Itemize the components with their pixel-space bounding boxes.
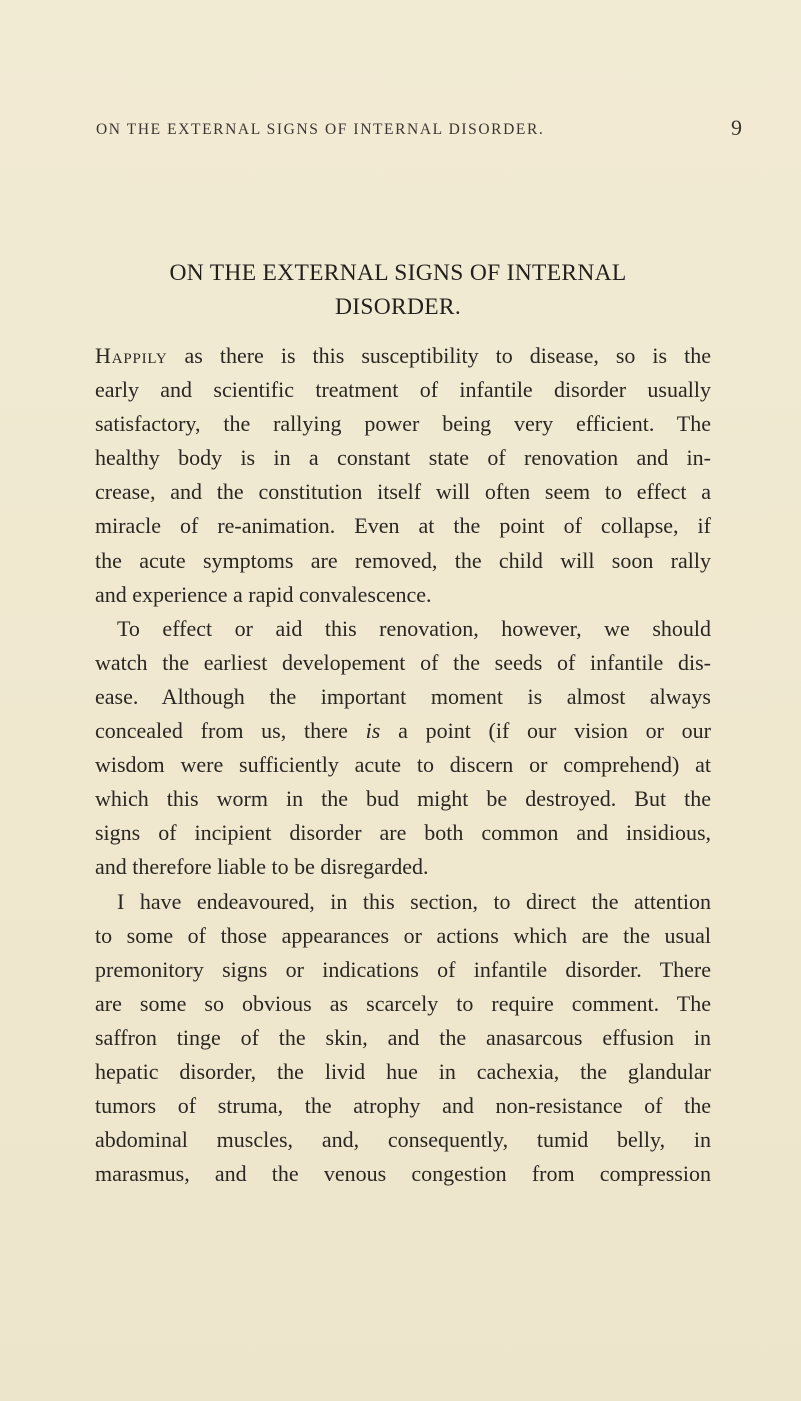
text-line: ease. Although the important moment is almost always <box>95 683 711 709</box>
text-line: hepatic disorder, the livid hue in cachexia, the glandular <box>95 1058 711 1084</box>
text-line: signs of incipient disorder are both common and insidious, <box>95 820 711 846</box>
text-line: wisdom were sufficiently acute to discern or comprehend) at <box>95 752 711 778</box>
text-line: are some so obvious as scarcely to require comment. The <box>95 990 711 1016</box>
text-line: premonitory signs or indications of infantile disorder. There <box>95 956 711 982</box>
text-line: tumors of struma, the atrophy and non-resistance of the <box>95 1093 711 1119</box>
text-line: I have endeavoured, in this section, to direct the attention <box>117 888 711 914</box>
text-line: watch the earliest developement of the seeds of infantile dis- <box>95 649 711 675</box>
running-head <box>96 115 742 140</box>
text-line: the acute symptoms are removed, the child will soon rally <box>95 547 711 573</box>
text-line: healthy body is in a constant state of renovation and in- <box>95 445 711 471</box>
page-number: 9 <box>731 115 742 140</box>
chapter-title <box>90 256 706 324</box>
text-line: abdominal muscles, and, consequently, tumid belly, in <box>95 1127 711 1153</box>
chapter-title-line-2: DISORDER. <box>334 294 462 320</box>
text-line: marasmus, and the venous congestion from compression <box>95 1161 711 1187</box>
text-line: crease, and the constitution itself will often seem to effect a <box>95 479 711 505</box>
emphasis-word: is <box>365 718 381 744</box>
text-line: which this worm in the bud might be destroyed. But the <box>95 786 711 812</box>
text-line: Happily as there is this susceptibility to disease, so is the <box>95 343 711 368</box>
text-line: to some of those appearances or actions which are the usual <box>95 922 711 948</box>
text-line: and therefore liable to be disregarded. <box>95 854 429 880</box>
text-line: early and scientific treatment of infantile disorder usually <box>95 377 711 403</box>
text-line: saffron tinge of the skin, and the anasarcous effusion in <box>95 1024 711 1050</box>
text-line: and experience a rapid convalescence. <box>95 581 432 607</box>
text-line: concealed from us, there is a point (if our vision or our <box>95 718 712 744</box>
opening-word: Happily <box>95 343 168 368</box>
text-line: miracle of re-animation. Even at the point of collapse, if <box>95 513 711 539</box>
text-line: To effect or aid this renovation, however, we should <box>117 615 711 641</box>
running-head-text: ON THE EXTERNAL SIGNS OF INTERNAL DISORDER. <box>96 121 545 138</box>
body-text <box>95 339 711 1191</box>
text-line: satisfactory, the rallying power being very efficient. The <box>95 411 711 437</box>
chapter-title-line-1: ON THE EXTERNAL SIGNS OF INTERNAL <box>169 260 627 286</box>
